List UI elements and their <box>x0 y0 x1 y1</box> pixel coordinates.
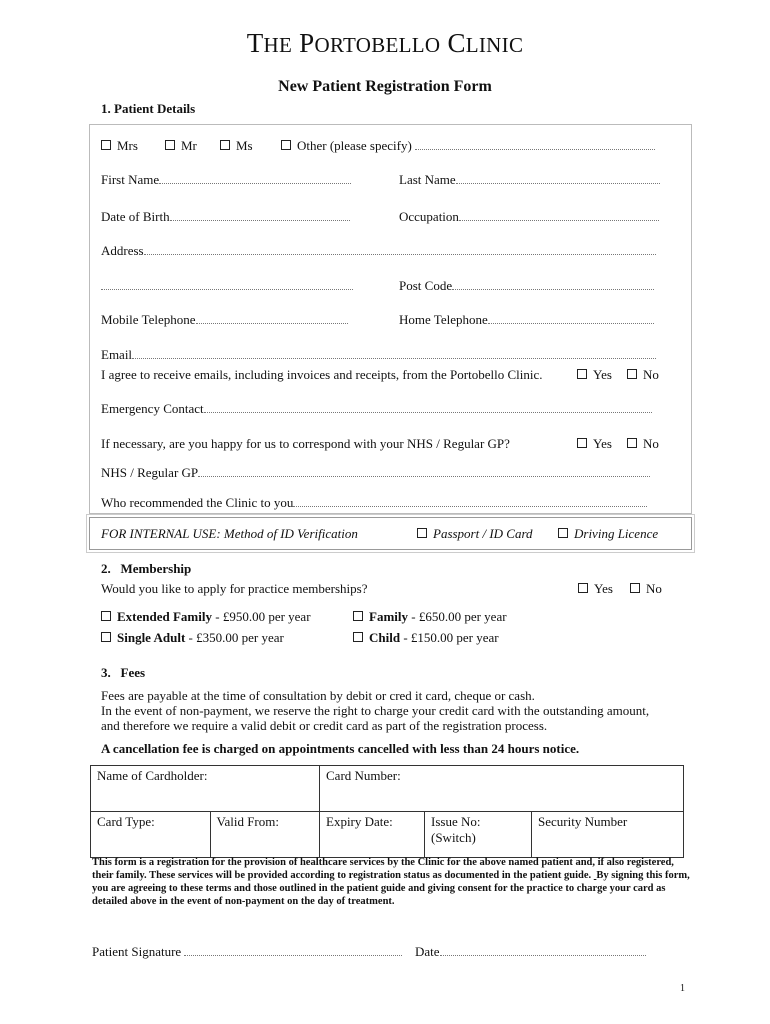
emergency-contact-row: Emergency Contact <box>101 401 652 417</box>
checkbox-membership-no[interactable] <box>630 583 640 593</box>
terms-text: This form is a registration for the provision of healthcare services by the Clinic for the above named patient and, if also registered, their family. These services will be provided according to registration status as documented in the patient guide. By signing this form, you are agreeing to these terms and those outlined in the patient guide and giving consent for the practice to charge your card as detailed above in the event of non-payment on the day of treatment. <box>92 857 690 907</box>
expiry-date-cell[interactable]: Expiry Date: <box>320 812 425 858</box>
issue-no-cell[interactable]: Issue No: (Switch) <box>425 812 532 858</box>
post-code-field[interactable] <box>452 279 654 290</box>
card-type-cell[interactable]: Card Type: <box>91 812 211 858</box>
card-number-cell[interactable]: Card Number: <box>320 766 684 812</box>
date-row: Date <box>415 944 646 960</box>
date-field[interactable] <box>440 945 646 956</box>
dob-row: Date of Birth <box>101 209 350 225</box>
id-driving-option[interactable]: Driving Licence <box>558 526 658 542</box>
other-field[interactable] <box>415 139 655 150</box>
address-line-2 <box>101 278 353 294</box>
form-subtitle: New Patient Registration Form <box>278 78 492 95</box>
cardholder-name-cell[interactable]: Name of Cardholder: <box>91 766 320 812</box>
checkbox-gp-no[interactable] <box>627 438 637 448</box>
membership-child[interactable]: Child - £150.00 per year <box>353 630 499 646</box>
checkbox-family[interactable] <box>353 611 363 621</box>
mobile-row: Mobile Telephone <box>101 312 348 328</box>
dob-field[interactable] <box>170 210 350 221</box>
home-phone-field[interactable] <box>488 313 654 324</box>
checkbox-mrs[interactable] <box>101 140 111 150</box>
recommended-row: Who recommended the Clinic to you <box>101 495 647 511</box>
checkbox-mr[interactable] <box>165 140 175 150</box>
gp-consent-no[interactable]: No <box>627 436 659 452</box>
email-consent-text: I agree to receive emails, including invoices and receipts, from the Portobello Clinic. <box>101 367 543 382</box>
security-number-cell[interactable]: Security Number <box>532 812 684 858</box>
checkbox-passport[interactable] <box>417 528 427 538</box>
patient-signature-field[interactable] <box>184 945 402 956</box>
email-consent-yes[interactable]: Yes <box>577 367 612 383</box>
title-option-other[interactable]: Other (please specify) <box>281 138 655 154</box>
membership-single-adult[interactable]: Single Adult - £350.00 per year <box>101 630 284 646</box>
checkbox-other[interactable] <box>281 140 291 150</box>
emergency-contact-field[interactable] <box>204 402 652 413</box>
address-field[interactable] <box>144 244 656 255</box>
title-option-mrs[interactable]: Mrs <box>101 138 138 154</box>
address-line-2-field[interactable] <box>101 279 353 290</box>
home-phone-row: Home Telephone <box>399 312 654 328</box>
recommended-field[interactable] <box>293 496 647 507</box>
id-passport-option[interactable]: Passport / ID Card <box>417 526 533 542</box>
patient-signature-row: Patient Signature <box>92 944 402 960</box>
page-number: 1 <box>680 983 685 994</box>
membership-extended-family[interactable]: Extended Family - £950.00 per year <box>101 609 311 625</box>
checkbox-membership-yes[interactable] <box>578 583 588 593</box>
gp-row: NHS / Regular GP <box>101 465 650 481</box>
membership-question: Would you like to apply for practice memberships? <box>101 581 368 596</box>
gp-question-text: If necessary, are you happy for us to correspond with your NHS / Regular GP? <box>101 436 510 451</box>
first-name-field[interactable] <box>159 173 351 184</box>
cancellation-notice: A cancellation fee is charged on appointments cancelled with less than 24 hours notice. <box>101 741 580 756</box>
last-name-row: Last Name <box>399 172 660 188</box>
checkbox-email-yes[interactable] <box>577 369 587 379</box>
checkbox-single-adult[interactable] <box>101 632 111 642</box>
mobile-field[interactable] <box>196 313 348 324</box>
checkbox-ms[interactable] <box>220 140 230 150</box>
internal-use-label: FOR INTERNAL USE: Method of ID Verification <box>101 526 358 541</box>
title-option-mr[interactable]: Mr <box>165 138 197 154</box>
post-code-row: Post Code <box>399 278 654 294</box>
fees-paragraph: Fees are payable at the time of consultation by debit or cred it card, cheque or cash. In the event of non-payment, we reserve the right to charge your credit card with the outstanding amount, and therefore we require a valid debit or credit card as part of the registration process. <box>101 688 650 733</box>
last-name-field[interactable] <box>456 173 660 184</box>
occupation-field[interactable] <box>459 210 659 221</box>
section-fees-heading: 3. Fees <box>101 665 146 680</box>
section-patient-details-heading: 1. Patient Details <box>101 101 196 116</box>
email-field[interactable] <box>132 348 656 359</box>
first-name-row: First Name <box>101 172 351 188</box>
section-membership-heading: 2. Membership <box>101 561 192 576</box>
checkbox-extended-family[interactable] <box>101 611 111 621</box>
title-option-ms[interactable]: Ms <box>220 138 253 154</box>
checkbox-child[interactable] <box>353 632 363 642</box>
gp-field[interactable] <box>198 466 650 477</box>
clinic-title: THE PORTOBELLO CLINIC <box>246 28 524 58</box>
email-row: Email <box>101 347 656 363</box>
occupation-row: Occupation <box>399 209 659 225</box>
card-details-table <box>90 765 684 858</box>
email-consent-no[interactable]: No <box>627 367 659 383</box>
membership-yes[interactable]: Yes <box>578 581 613 597</box>
checkbox-driving[interactable] <box>558 528 568 538</box>
checkbox-gp-yes[interactable] <box>577 438 587 448</box>
address-row: Address <box>101 243 656 259</box>
checkbox-email-no[interactable] <box>627 369 637 379</box>
membership-no[interactable]: No <box>630 581 662 597</box>
membership-family[interactable]: Family - £650.00 per year <box>353 609 507 625</box>
valid-from-cell[interactable]: Valid From: <box>210 812 319 858</box>
gp-consent-yes[interactable]: Yes <box>577 436 612 452</box>
